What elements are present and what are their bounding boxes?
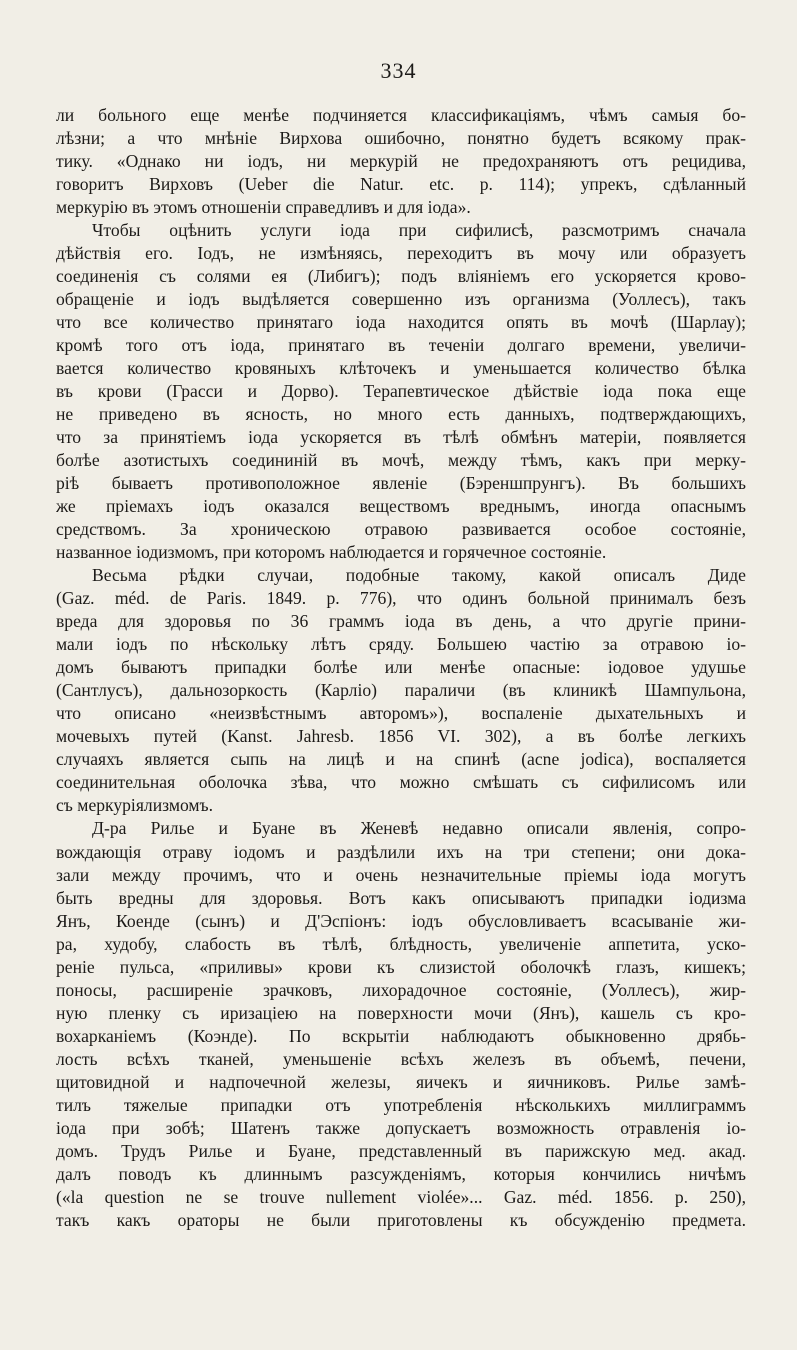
text-line: что описано «неизвѣстнымъ авторомъ»), воспаленіе дыхательныхъ и	[56, 703, 746, 724]
text-line: соединенія съ солями ея (Либигъ); подъ вліяніемъ его ускоряется крово-	[56, 266, 746, 287]
text-line: ли больного еще менѣе подчиняется классификаціямъ, чѣмъ самыя бо-	[56, 105, 746, 125]
text-line: ріѣ бываетъ противоположное явленіе (Бэреншпрунгъ). Въ большихъ	[56, 473, 746, 494]
text-line: тику. «Однако ни іодъ, ни меркурій не предохраняютъ отъ рецидива,	[56, 151, 746, 172]
text-line: зали между прочимъ, что и очень незначительные пріемы іода могутъ	[56, 864, 746, 885]
text-line: домъ бываютъ припадки болѣе или менѣе опасные: іодовое удушье	[56, 657, 746, 678]
text-line: поносы, расширеніе зрачковъ, лихорадочное состояніе, (Уоллесъ), жир-	[56, 979, 746, 1000]
text-line: такъ какъ ораторы не были приготовлены къ обсужденію предмета.	[56, 1209, 746, 1230]
text-line: же пріемахъ іодъ оказался веществомъ вреднымъ, иногда опаснымъ	[56, 496, 746, 517]
body-text	[56, 104, 746, 1232]
text-line: съ меркуріялизмомъ.	[56, 795, 214, 816]
text-line: лѣзни; а что мнѣніе Вирхова ошибочно, понятно будетъ всякому прак-	[56, 128, 746, 149]
text-line: обращеніе и іодъ выдѣляется совершенно изъ организма (Уоллесъ), такъ	[56, 289, 746, 310]
text-line: лость всѣхъ тканей, уменьшеніе всѣхъ железъ въ объемѣ, печени,	[56, 1048, 746, 1069]
text-line: дѣйствія его. Іодъ, не измѣняясь, переходитъ въ мочу или образуетъ	[56, 243, 746, 264]
text-line: соединительная оболочка зѣва, что можно смѣшать съ сифилисомъ или	[56, 772, 746, 793]
text-line: ра, худобу, слабость въ тѣлѣ, блѣдность, увеличеніе аппетита, уско-	[56, 933, 746, 954]
text-line: вождающія отраву іодомъ и раздѣлили ихъ на три степени; они дока-	[56, 841, 746, 862]
text-line: Янъ, Коенде (сынъ) и Д'Эспіонъ: іодъ обусловливаетъ всасываніе жи-	[56, 910, 746, 931]
text-line: («la question ne se trouve nullement violée»... Gaz. méd. 1856. p. 250),	[56, 1186, 746, 1207]
text-line: далъ поводъ къ длиннымъ разсужденіямъ, которыя кончились ничѣмъ	[56, 1163, 746, 1184]
text-line: (Gaz. méd. de Paris. 1849. p. 776), что одинъ больной принималъ безъ	[56, 588, 746, 609]
text-line: названное іодизмомъ, при которомъ наблюдается и горячечное состояніе.	[56, 542, 607, 563]
text-line: не приведено въ ясность, но много есть данныхъ, подтверждающихъ,	[56, 404, 746, 425]
text-line: вается количество кровяныхъ клѣточекъ и уменьшается количество бѣлка	[56, 358, 746, 379]
text-line: домъ. Трудъ Рилье и Буане, представленный въ парижскую мед. акад.	[56, 1140, 746, 1161]
text-line: Д-ра Рилье и Буане въ Женевѣ недавно описали явленія, сопро-	[92, 818, 746, 839]
text-line: Чтобы оцѣнить услуги іода при сифилисѣ, разсмотримъ сначала	[92, 220, 746, 241]
text-line: кромѣ того отъ іода, принятаго въ теченіи долгаго времени, увеличи-	[56, 335, 746, 356]
text-line: іода при зобѣ; Шатенъ также допускаетъ возможность отравленія іо-	[56, 1117, 746, 1138]
text-line: быть вредны для здоровья. Вотъ какъ описываютъ припадки іодизма	[56, 887, 746, 908]
text-line: щитовидной и надпочечной железы, яичекъ и яичниковъ. Рилье замѣ-	[56, 1071, 746, 1092]
text-line: тилъ тяжелые припадки отъ употребленія нѣсколькихъ миллиграммъ	[56, 1094, 746, 1115]
text-line: что все количество принятаго іода находится опять въ мочѣ (Шарлау);	[56, 312, 746, 333]
text-line: мали іодъ по нѣскольку лѣтъ сряду. Большею частію за отравою іо-	[56, 634, 746, 655]
text-line: говоритъ Вирховъ (Ueber die Natur. etc. p. 114); упрекъ, сдѣланный	[56, 174, 746, 195]
text-line: ную пленку съ иризаціею на поверхности мочи (Янъ), кашель съ кро-	[56, 1002, 746, 1023]
text-line: меркурію въ этомъ отношеніи справедливъ и для іода».	[56, 197, 471, 218]
page-number: 334	[380, 58, 417, 83]
text-line: средствомъ. За хроническою отравою развивается особое состояніе,	[56, 519, 746, 540]
text-line: вреда для здоровья по 36 граммъ іода въ день, а что другіе прини-	[56, 611, 746, 632]
text-line: реніе пульса, «приливы» крови къ слизистой оболочкѣ глазъ, кишекъ;	[56, 956, 746, 977]
text-line: болѣе азотистыхъ соедининій въ мочѣ, между тѣмъ, какъ при мерку-	[56, 450, 746, 471]
text-line: (Сантлусъ), дальнозоркость (Карліо) параличи (въ клиникѣ Шампульона,	[56, 680, 746, 701]
text-line: что за принятіемъ іода ускоряется въ тѣлѣ обмѣнъ матеріи, появляется	[56, 427, 746, 448]
text-line: вохарканіемъ (Коэнде). По вскрытіи наблюдаютъ обыкновенно дрябь-	[56, 1025, 746, 1046]
text-line: Весьма рѣдки случаи, подобные такому, какой описалъ Диде	[92, 565, 746, 586]
text-line: въ крови (Грасси и Дорво). Терапевтическое дѣйствіе іода пока еще	[56, 381, 746, 402]
text-line: мочевыхъ путей (Kanst. Jahresb. 1856 VI. 302), а въ болѣе легкихъ	[56, 726, 746, 747]
text-line: случаяхъ является сыпь на лицѣ и на спинѣ (acne jodica), воспаляется	[56, 749, 746, 770]
